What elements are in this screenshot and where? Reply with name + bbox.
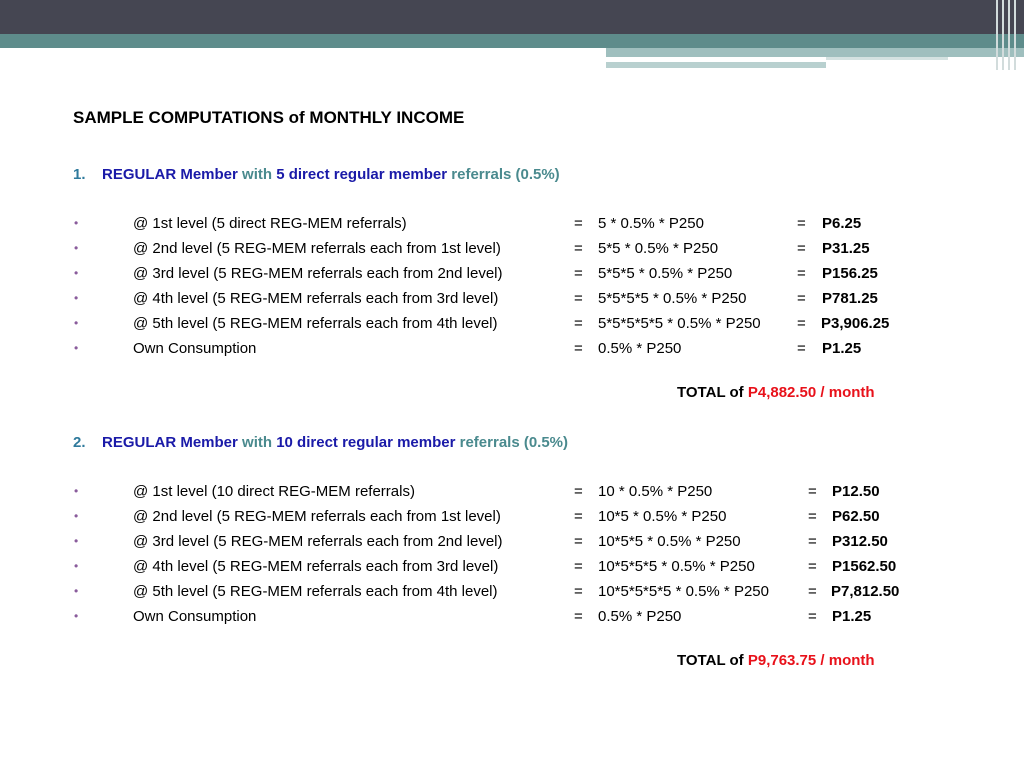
equals-sign: = <box>574 290 583 307</box>
row-formula: 5*5*5*5*5 * 0.5% * P250 <box>598 315 761 332</box>
row-description: @ 2nd level (5 REG-MEM referrals each from 1st level) <box>133 240 501 257</box>
section-number: 1. <box>73 166 86 183</box>
row-description: @ 4th level (5 REG-MEM referrals each from 3rd level) <box>133 290 499 307</box>
row-formula: 10*5*5*5 * 0.5% * P250 <box>598 558 755 575</box>
bullet-icon: • <box>74 266 79 280</box>
referral-rate-label: referrals (0.5%) <box>451 166 560 183</box>
section-heading <box>73 434 568 451</box>
equals-sign: = <box>574 240 583 257</box>
equals-sign: = <box>797 265 806 282</box>
equals-sign: = <box>574 558 583 575</box>
equals-sign: = <box>574 265 583 282</box>
total-line <box>677 652 875 669</box>
header-accent-band <box>0 34 1024 48</box>
row-result: P1562.50 <box>832 558 897 575</box>
total-amount: P9,763.75 / month <box>747 652 875 669</box>
bullet-icon: • <box>74 484 79 498</box>
row-description: Own Consumption <box>133 608 257 625</box>
equals-sign: = <box>808 483 817 500</box>
row-result: P12.50 <box>832 483 880 500</box>
bullet-icon: • <box>74 291 79 305</box>
row-result: P31.25 <box>822 240 870 257</box>
with-label: with <box>242 166 273 183</box>
bullet-icon: • <box>74 534 79 548</box>
equals-sign: = <box>797 315 806 332</box>
equals-sign: = <box>574 315 583 332</box>
equals-sign: = <box>574 215 583 232</box>
total-label: TOTAL of <box>677 652 744 669</box>
equals-sign: = <box>574 508 583 525</box>
row-description: @ 2nd level (5 REG-MEM referrals each from 1st level) <box>133 508 501 525</box>
row-description: @ 5th level (5 REG-MEM referrals each from 4th level) <box>133 583 498 600</box>
equals-sign: = <box>808 583 817 600</box>
row-formula: 10*5*5*5*5 * 0.5% * P250 <box>598 583 769 600</box>
header-accent-line <box>606 48 1024 57</box>
bullet-icon: • <box>74 584 79 598</box>
bullet-icon: • <box>74 216 79 230</box>
row-description: @ 3rd level (5 REG-MEM referrals each from 2nd level) <box>133 533 503 550</box>
row-result: P312.50 <box>832 533 888 550</box>
row-formula: 10 * 0.5% * P250 <box>598 483 713 500</box>
equals-sign: = <box>574 340 583 357</box>
equals-sign: = <box>574 608 583 625</box>
equals-sign: = <box>797 240 806 257</box>
equals-sign: = <box>574 533 583 550</box>
member-label: REGULAR Member <box>102 166 238 183</box>
equals-sign: = <box>808 608 817 625</box>
section-heading <box>73 166 560 183</box>
row-formula: 0.5% * P250 <box>598 608 682 625</box>
equals-sign: = <box>808 533 817 550</box>
row-description: @ 1st level (5 direct REG-MEM referrals) <box>133 215 407 232</box>
row-formula: 10*5*5 * 0.5% * P250 <box>598 533 741 550</box>
total-label: TOTAL of <box>677 384 744 401</box>
row-description: @ 3rd level (5 REG-MEM referrals each from 2nd level) <box>133 265 503 282</box>
row-formula: 10*5 * 0.5% * P250 <box>598 508 727 525</box>
equals-sign: = <box>797 215 806 232</box>
total-amount: P4,882.50 / month <box>747 384 875 401</box>
equals-sign: = <box>574 483 583 500</box>
row-result: P1.25 <box>822 340 862 357</box>
row-result: P62.50 <box>832 508 880 525</box>
bullet-icon: • <box>74 559 79 573</box>
bullet-icon: • <box>74 316 79 330</box>
row-result: P6.25 <box>822 215 862 232</box>
row-result: P156.25 <box>822 265 878 282</box>
row-formula: 5 * 0.5% * P250 <box>598 215 704 232</box>
header-vertical-lines <box>994 0 1024 70</box>
bullet-icon: • <box>74 509 79 523</box>
section-number: 2. <box>73 434 86 451</box>
row-result: P781.25 <box>822 290 878 307</box>
equals-sign: = <box>797 340 806 357</box>
row-description: Own Consumption <box>133 340 257 357</box>
total-line <box>677 384 875 401</box>
equals-sign: = <box>808 508 817 525</box>
equals-sign: = <box>574 583 583 600</box>
equals-sign: = <box>797 290 806 307</box>
referral-rate-label: referrals (0.5%) <box>459 434 569 451</box>
row-result: P3,906.25 <box>821 315 890 332</box>
equals-sign: = <box>808 558 817 575</box>
header-bar <box>0 0 1024 34</box>
with-label: with <box>242 434 273 451</box>
referral-count-label: 5 direct regular member <box>276 166 448 183</box>
bullet-icon: • <box>74 609 79 623</box>
row-result: P7,812.50 <box>831 583 900 600</box>
header-accent-line <box>826 57 948 60</box>
row-formula: 5*5*5*5 * 0.5% * P250 <box>598 290 747 307</box>
slide-title: SAMPLE COMPUTATIONS of MONTHLY INCOME <box>73 108 465 127</box>
row-result: P1.25 <box>832 608 872 625</box>
referral-count-label: 10 direct regular member <box>276 434 456 451</box>
row-formula: 5*5*5 * 0.5% * P250 <box>598 265 733 282</box>
row-formula: 0.5% * P250 <box>598 340 682 357</box>
row-description: @ 5th level (5 REG-MEM referrals each from 4th level) <box>133 315 498 332</box>
row-formula: 5*5 * 0.5% * P250 <box>598 240 719 257</box>
bullet-icon: • <box>74 241 79 255</box>
row-description: @ 4th level (5 REG-MEM referrals each from 3rd level) <box>133 558 499 575</box>
header-accent-line <box>606 62 826 68</box>
member-label: REGULAR Member <box>102 434 238 451</box>
row-description: @ 1st level (10 direct REG-MEM referrals) <box>133 483 415 500</box>
bullet-icon: • <box>74 341 79 355</box>
